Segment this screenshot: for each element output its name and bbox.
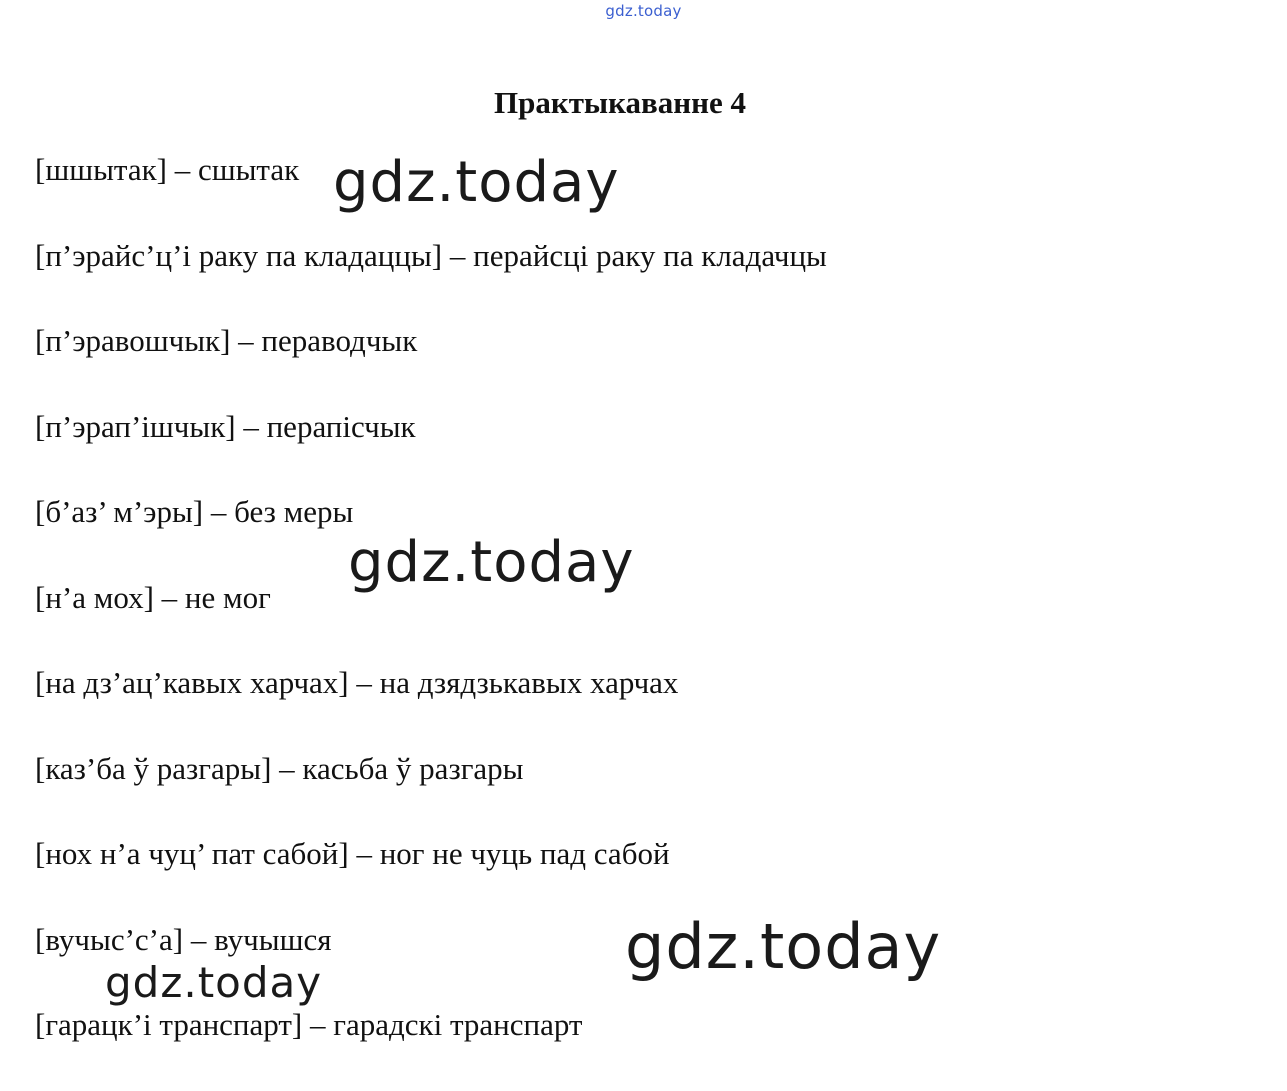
- dash: –: [356, 836, 372, 871]
- list-item: [35, 1005, 827, 1091]
- written-form: касьба ў разгары: [302, 750, 524, 786]
- transcription: [н’а мох]: [35, 579, 154, 615]
- written-form: не мог: [184, 579, 271, 615]
- dash: –: [174, 152, 191, 187]
- written-form: гарадскі транспарт: [333, 1007, 583, 1042]
- dash: –: [449, 237, 466, 273]
- dash: –: [279, 750, 295, 786]
- site-watermark: gdz.today: [333, 150, 620, 215]
- written-form: на дзядзькавых харчах: [379, 665, 679, 700]
- written-form: перапісчык: [266, 408, 416, 444]
- dash: –: [243, 408, 259, 444]
- transcription: [п’эрайс’ц’і раку па кладаццы]: [35, 237, 443, 273]
- written-form: без меры: [234, 494, 354, 529]
- dash: –: [356, 665, 372, 700]
- transcription: [б’аз’ м’эры]: [35, 494, 204, 529]
- list-item: [35, 663, 827, 749]
- dash: –: [190, 921, 207, 957]
- dash: –: [161, 579, 178, 615]
- transcription: [п’эрап’ішчык]: [35, 408, 236, 444]
- transcription: [гарацк’і транспарт]: [35, 1007, 303, 1042]
- list-item: [35, 236, 827, 322]
- dash: –: [210, 494, 227, 529]
- written-form: пераводчык: [261, 323, 418, 358]
- exercise-title: Практыкаванне 4: [493, 84, 746, 120]
- transcription: [на дз’ац’кавых харчах]: [35, 665, 349, 700]
- written-form: ног не чуць пад сабой: [379, 836, 670, 871]
- site-watermark: gdz.today: [105, 958, 323, 1007]
- transcription: [нох н’а чуц’ пат сабой]: [35, 836, 349, 871]
- site-watermark-header: gdz.today: [605, 2, 682, 20]
- written-form: сшытак: [197, 152, 300, 187]
- transcription: [каз’ба ў разгары]: [35, 750, 272, 786]
- written-form: вучышся: [214, 921, 332, 957]
- list-item: [35, 834, 827, 920]
- dash: –: [238, 323, 254, 358]
- list-item: [35, 407, 827, 493]
- list-item: [35, 321, 827, 407]
- dash: –: [310, 1007, 326, 1042]
- transcription: [шшытак]: [35, 152, 167, 187]
- transcription: [вучыс’с’а]: [35, 921, 184, 957]
- transcription: [п’эравошчык]: [35, 323, 231, 358]
- written-form: перайсці раку па кладачцы: [473, 237, 827, 273]
- site-watermark: gdz.today: [348, 530, 635, 595]
- site-watermark: gdz.today: [625, 910, 942, 983]
- list-item: [35, 749, 827, 835]
